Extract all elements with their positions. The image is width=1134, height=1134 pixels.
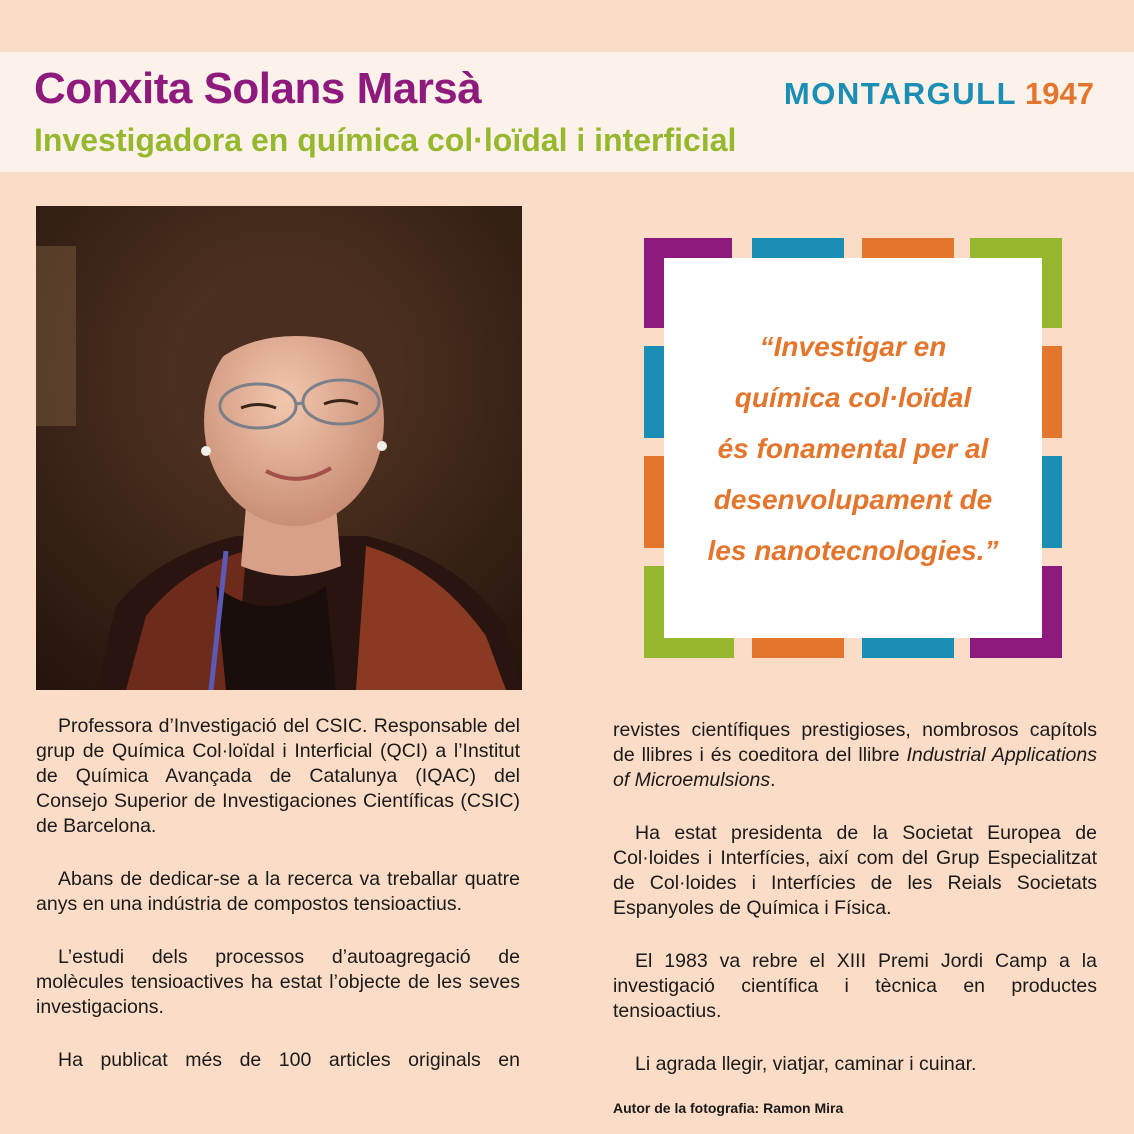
bio-paragraph: Ha publicat més de 100 articles originals en [58, 1049, 520, 1071]
frame-segment-bottom-1 [644, 638, 734, 658]
person-name: Conxita Solans Marsà [34, 64, 482, 113]
bio-text: . [770, 769, 776, 791]
frame-segment-top-3 [862, 238, 954, 258]
birth-year: 1947 [1025, 76, 1094, 111]
frame-segment-right-2 [1042, 346, 1062, 438]
bio-paragraph: Li agrada llegir, viatjar, caminar i cuinar. [635, 1053, 977, 1075]
birthplace-year [784, 76, 1094, 112]
quote-line: les nanotecnologies.” [707, 534, 999, 566]
frame-segment-bottom-3 [862, 638, 954, 658]
frame-segment-right-1 [1042, 238, 1062, 328]
header-band [0, 52, 1134, 172]
frame-segment-right-3 [1042, 456, 1062, 548]
frame-segment-bottom-2 [752, 638, 844, 658]
frame-segment-top-2 [752, 238, 844, 258]
quote-text [683, 321, 1023, 576]
quote-line: és fonamental per al [717, 432, 989, 464]
birthplace: MONTARGULL [783, 76, 1018, 111]
bio-paragraph: El 1983 va rebre el XIII Premi Jordi Camp a la investigació científica i tècnica en productes tensioactius. [613, 950, 1097, 1022]
book-title: Industrial Applications of Microemulsions [613, 744, 1097, 791]
frame-segment-bottom-4 [970, 638, 1062, 658]
bio-paragraph-continued [613, 718, 1097, 793]
quote-line: “Investigar en [759, 330, 947, 362]
biography-column-1 [36, 714, 520, 1101]
bio-paragraph: Ha estat presidenta de la Societat Europea de Col·loides i Interfícies, així com del Grup Especialitzat de Col·loides i Interfícies de les Reials Societats Espanyoles de Química i Física. [613, 822, 1097, 919]
bio-text: revistes científiques prestigioses, nombrosos capítols de llibres i és coeditora del llibre [613, 719, 1097, 766]
quote-line: desenvolupament de [713, 483, 993, 515]
quote-box [664, 258, 1042, 638]
photo-credit: Autor de la fotografia: Ramon Mira [613, 1100, 844, 1116]
bio-paragraph: Abans de dedicar-se a la recerca va treballar quatre anys en una indústria de compostos tensioactius. [36, 868, 520, 915]
profession-subtitle: Investigadora en química col·loïdal i interficial [34, 122, 737, 158]
frame-segment-left-2 [644, 346, 664, 438]
frame-segment-left-3 [644, 456, 664, 548]
frame-segment-left-1 [644, 238, 664, 328]
biography-column-2 [613, 718, 1097, 1105]
portrait-photo [36, 206, 522, 690]
quote-line: química col·loïdal [734, 381, 972, 413]
bio-paragraph: L’estudi dels processos d’autoagregació de molècules tensioactives ha estat l’objecte de les seves investigacions. [36, 946, 520, 1018]
bio-paragraph: Professora d’Investigació del CSIC. Responsable del grup de Química Col·loïdal i Interficial (QCI) a l’Institut de Química Avançada de Catalunya (IQAC) del Consejo Superior de Investigaciones Científicas (CSIC) de Barcelona. [36, 715, 520, 837]
